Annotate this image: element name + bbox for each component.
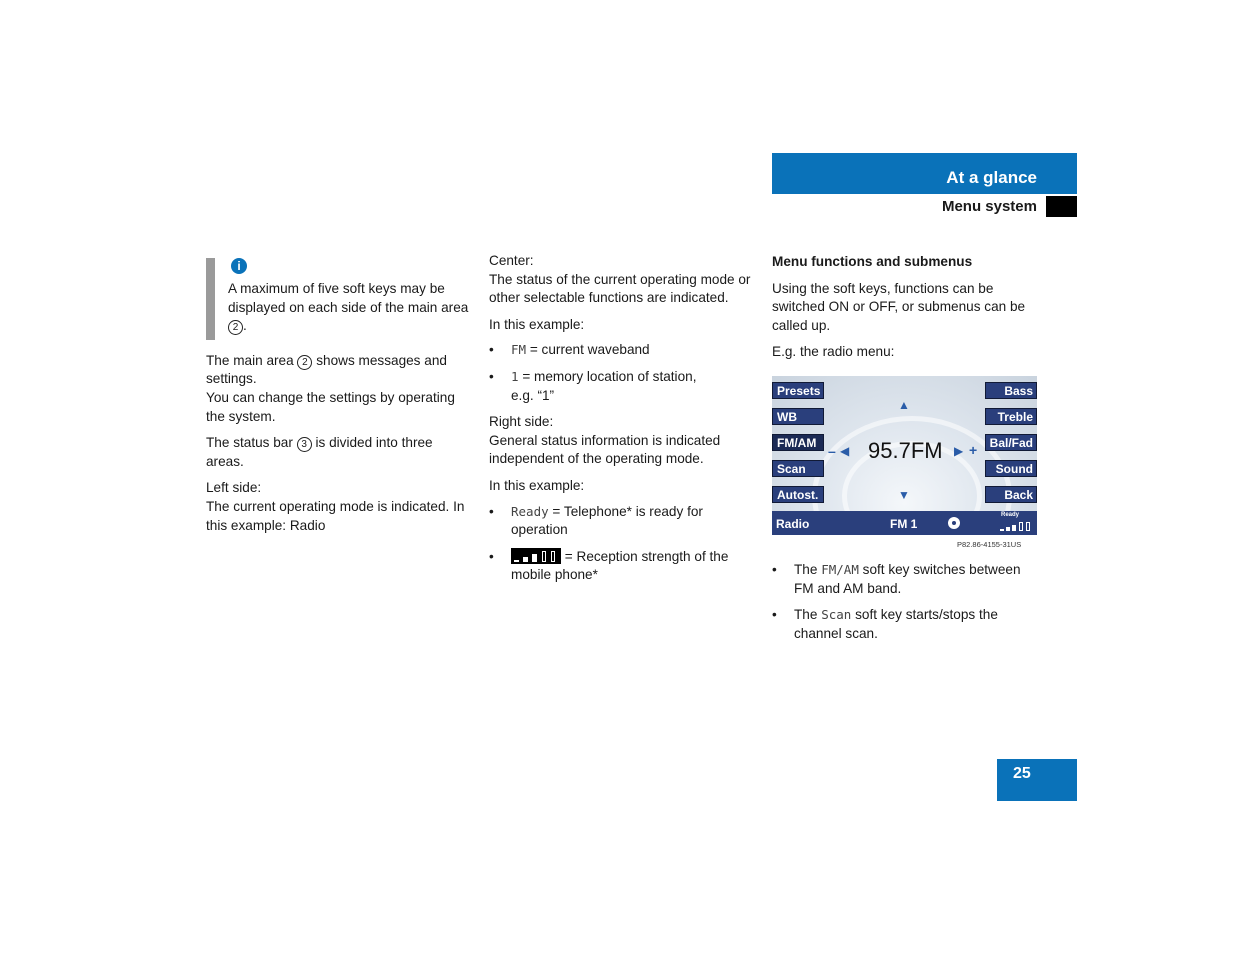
center-paragraph: Center: The status of the current operating mode or other selectable functions are indicated. [489,253,751,306]
softkey-list [772,561,1040,643]
section-title: At a glance [946,168,1037,187]
example-label: E.g. the radio menu: [772,344,895,360]
softkey-scan[interactable]: Scan [772,460,824,477]
list-item: • = Reception strength of the mobile phone* [489,548,759,585]
ref-circle: 3 [297,437,312,452]
status-bar-paragraph: The status bar 3 is divided into three areas. [206,435,433,469]
status-band: FM 1 [890,516,918,531]
soft-keys-paragraph: Using the soft keys, functions can be switched ON or OFF, or submenus can be called up. [772,280,1026,333]
list-item: • 1 = memory location of station, e.g. “1” [489,368,759,405]
arrow-left-icon[interactable]: ◀ [840,443,850,458]
column-right [772,252,1040,651]
softkey-presets[interactable]: Presets [772,382,824,399]
figure-caption: P82.86-4155-31US [957,539,1022,549]
page-number-box [997,759,1077,801]
header-marker [1046,196,1077,217]
softkey-balance-fader[interactable]: Bal/Fad [985,434,1037,451]
info-box [206,258,472,336]
status-mode: Radio [776,516,810,531]
minus-label: – [828,442,836,459]
softkey-treble[interactable]: Treble [985,408,1037,425]
arrow-down-icon[interactable]: ▼ [898,487,910,502]
signal-strength-icon [1000,520,1034,531]
signal-strength-icon [511,548,561,564]
ref-circle: 2 [228,320,243,335]
softkey-fm-am[interactable]: FM/AM [772,434,824,451]
info-icon: i [231,258,247,274]
list-item: • The FM/AM soft key switches between FM and AM band. [772,561,1040,598]
main-area-paragraph: The main area 2 shows messages and settings. You can change the settings by operating the system. [206,352,455,424]
disc-icon [948,517,960,529]
frequency-display: 95.7FM [868,437,943,463]
status-bar [772,511,1037,535]
arrow-right-icon[interactable]: ▶ [954,443,964,458]
softkey-sound[interactable]: Sound [985,460,1037,477]
softkey-back[interactable]: Back [985,486,1037,503]
section-header-bar [772,153,1077,194]
list-item: • Ready = Telephone* is ready for operation [489,503,759,540]
info-bar [206,258,215,340]
status-ready: Ready [1001,511,1020,518]
subsection-title: Menu system [941,198,1037,215]
list-item: • The Scan soft key starts/stops the channel scan. [772,606,1040,643]
example-label: In this example: [489,316,585,332]
radio-menu-screen [772,376,1037,535]
left-side-paragraph: Left side: The current operating mode is indicated. In this example: Radio [206,480,465,533]
page-number: 25 [1013,765,1031,782]
example-label: In this example: [489,477,585,493]
softkey-autostore[interactable]: Autost. [772,486,824,503]
plus-label: + [969,441,978,458]
right-list [489,503,759,585]
info-text: A maximum of five soft keys may be displayed on each side of the main area 2 . [228,281,469,334]
softkey-wb[interactable]: WB [772,408,824,425]
center-list [489,341,759,405]
section-heading: Menu functions and submenus [772,254,973,269]
column-middle [489,252,759,593]
softkey-bass[interactable]: Bass [985,382,1037,399]
arrow-up-icon[interactable]: ▲ [898,397,910,412]
column-left [206,258,472,535]
ref-circle: 2 [297,355,312,370]
list-item: • FM = current waveband [489,341,759,360]
right-side-paragraph: Right side: General status information is indicated independent of the operating mode. [489,414,721,467]
